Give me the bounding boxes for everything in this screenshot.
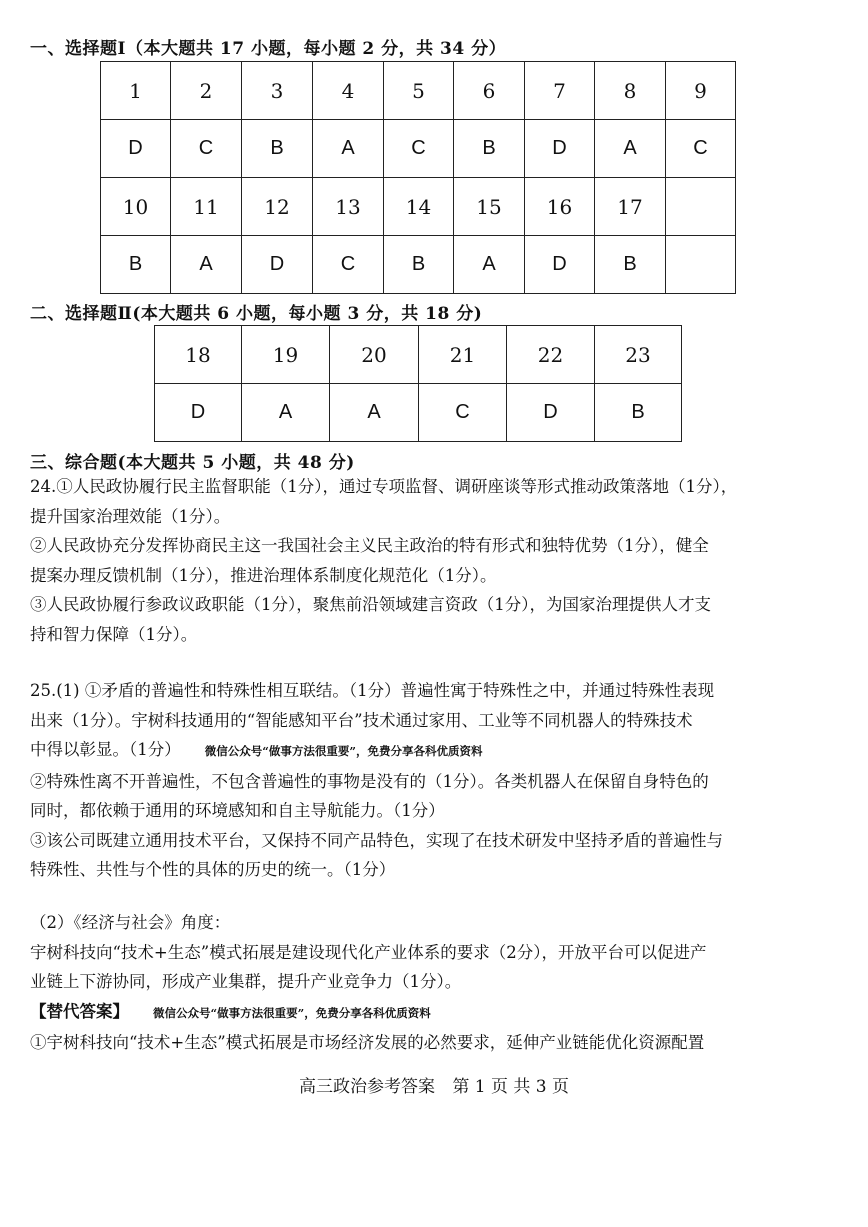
answer-letter: D: [242, 236, 313, 294]
question-number: 14: [384, 178, 454, 236]
question-number: 22: [507, 326, 595, 384]
answer-letter: C: [666, 120, 736, 178]
answer-letter: A: [313, 120, 384, 178]
watermark-text: 微信公众号“做事方法很重要”，免费分享各科优质资料: [204, 744, 483, 758]
answer-line: 提案办理反馈机制（1分），推进治理体系制度化规范化（1分）。: [30, 565, 497, 585]
answer-letter: D: [525, 236, 595, 294]
answer-letter: A: [171, 236, 242, 294]
question-number: 4: [313, 62, 384, 120]
answer-line: ②特殊性离不开普遍性，不包含普遍性的事物是没有的（1分）。各类机器人在保留自身特色的: [30, 771, 709, 791]
question-number: 2: [171, 62, 242, 120]
alt-answer-label: 【替代答案】: [30, 1001, 129, 1021]
answer-line: ②人民政协充分发挥协商民主这一我国社会主义民主政治的特有形式和独特优势（1分），健全: [30, 536, 709, 555]
answer-letter: D: [155, 384, 242, 442]
answer-row: [101, 120, 736, 178]
answer-letter: B: [242, 120, 313, 178]
answer-line: [30, 997, 842, 1029]
footer-title: 高三政治参考答案: [298, 1077, 435, 1097]
question-number: 5: [384, 62, 454, 120]
question-number: 21: [419, 326, 507, 384]
question-number: 6: [454, 62, 525, 120]
answer-line: 持和智力保障（1分）。: [30, 624, 198, 644]
answer-line: 业链上下游协同，形成产业集群，提升产业竞争力（1分）。: [30, 972, 462, 991]
answer-line: [30, 735, 842, 767]
answer-line: 同时，都依赖于通用的环境感知和自主导航能力。（1分）: [30, 801, 445, 820]
answer-letter: D: [507, 384, 595, 442]
answer-line: ③该公司既建立通用技术平台，又保持不同产品特色，实现了在技术研发中坚持矛盾的普遍性与: [30, 830, 723, 850]
answer-letter: C: [313, 236, 384, 294]
answer-row: [155, 384, 682, 442]
answer-line: 24.①人民政协履行民主监督职能（1分），通过专项监督、调研座谈等形式推动政策落地（1分），: [30, 477, 738, 496]
watermark-text: 微信公众号“做事方法很重要”，免费分享各科优质资料: [153, 1005, 431, 1020]
number-row: [101, 178, 736, 236]
answer-text: 中得以彰显。（1分）: [30, 740, 181, 759]
answer-line: （2）《经济与社会》角度：: [30, 913, 231, 932]
number-row: [155, 326, 682, 384]
question-number: 8: [595, 62, 666, 120]
number-row: [101, 62, 736, 120]
answer-table-1: [100, 61, 736, 294]
question-number: 9: [666, 62, 736, 120]
answer-line: ③人民政协履行参政议政职能（1分），聚焦前沿领域建言资政（1分），为国家治理提供人才支: [30, 595, 711, 614]
answer-letter: D: [101, 120, 171, 178]
question-number: 13: [313, 178, 384, 236]
question-number: 18: [155, 326, 242, 384]
answer-letter: C: [171, 120, 242, 178]
question-number: 1: [101, 62, 171, 120]
answer-24: [30, 472, 842, 649]
answer-line: 特殊性、共性与个性的具体的历史的统一。（1分）: [30, 860, 396, 879]
answer-row: [101, 236, 736, 294]
answer-line: 宇树科技向“技术+生态”模式拓展是建设现代化产业体系的要求（2分），开放平台可以促进产: [30, 942, 707, 962]
question-number: 16: [525, 178, 595, 236]
answer-letter: A: [242, 384, 330, 442]
answer-letter: [666, 236, 736, 294]
question-number: 19: [242, 326, 330, 384]
question-number: 7: [525, 62, 595, 120]
answer-line: 25.(1) ①矛盾的普遍性和特殊性相互联结。（1分）普遍性寓于特殊性之中，并通过特殊性表现: [30, 681, 715, 700]
answer-line: 提升国家治理效能（1分）。: [30, 506, 231, 526]
answer-letter: B: [454, 120, 525, 178]
question-number: 20: [330, 326, 419, 384]
answer-line: 出来（1分）。宇树科技通用的“智能感知平台”技术通过家用、工业等不同机器人的特殊技术: [30, 710, 693, 730]
section2-title: 二、选择题Ⅱ(本大题共 6 小题，每小题 3 分，共 18 分): [30, 304, 483, 324]
question-number: 23: [595, 326, 682, 384]
answer-25-1: [30, 676, 842, 885]
page-footer: [0, 1072, 868, 1097]
question-number: 15: [454, 178, 525, 236]
answer-letter: B: [595, 384, 682, 442]
question-number: 11: [171, 178, 242, 236]
answer-letter: B: [595, 236, 666, 294]
answer-table-2: [154, 325, 682, 442]
answer-letter: A: [595, 120, 666, 178]
answer-line: ①宇树科技向“技术+生态”模式拓展是市场经济发展的必然要求，延伸产业链能优化资源配置: [30, 1033, 705, 1052]
answer-letter: A: [454, 236, 525, 294]
answer-letter: B: [101, 236, 171, 294]
answer-letter: C: [384, 120, 454, 178]
page-number: 第 1 页 共 3 页: [452, 1077, 570, 1097]
question-number: [666, 178, 736, 236]
answer-25-2: [30, 908, 842, 1058]
question-number: 3: [242, 62, 313, 120]
question-number: 10: [101, 178, 171, 236]
section3-title: 三、综合题(本大题共 5 小题，共 48 分): [30, 453, 355, 473]
section1-title: 一、选择题Ⅰ（本大题共 17 小题，每小题 2 分，共 34 分）: [30, 39, 507, 59]
question-number: 17: [595, 178, 666, 236]
answer-letter: D: [525, 120, 595, 178]
answer-letter: A: [330, 384, 419, 442]
answer-letter: B: [384, 236, 454, 294]
question-number: 12: [242, 178, 313, 236]
answer-letter: C: [419, 384, 507, 442]
